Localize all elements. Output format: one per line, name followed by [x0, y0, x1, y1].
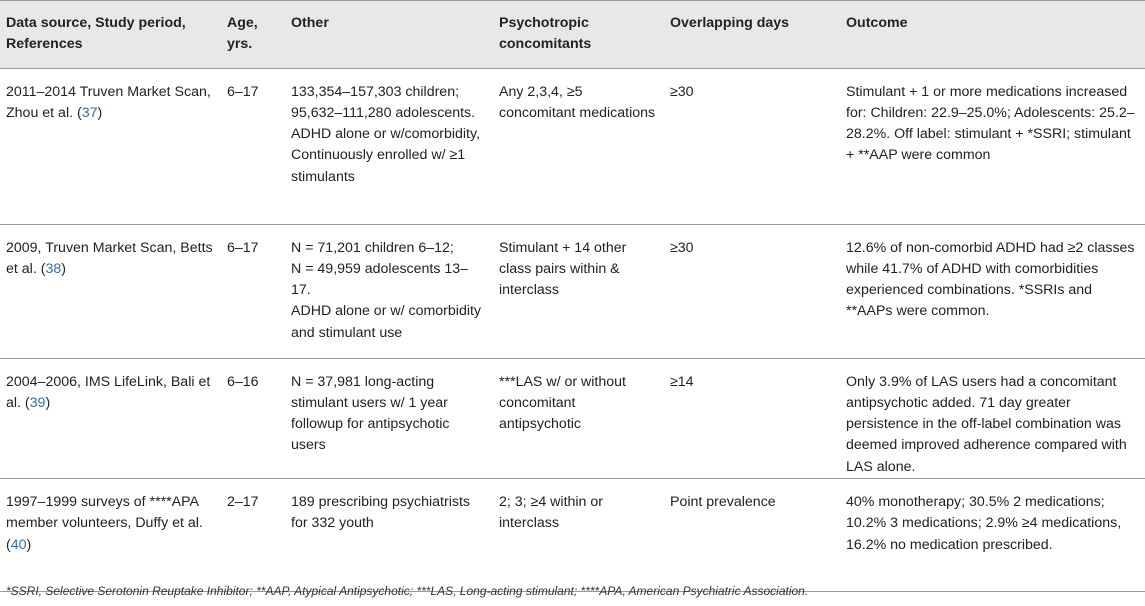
cell-other — [285, 479, 493, 592]
cell-days: ≥14 — [664, 358, 840, 478]
cell-outcome: 40% monotherapy; 30.5% 2 medications; 10.2% 3 medications; 2.9% ≥4 medications, 16.2% no medication prescribed. — [840, 479, 1145, 592]
cell-source: 2004–2006, IMS LifeLink, Bali et al. (39) — [0, 358, 221, 478]
other-line: N = 71,201 children 6–12; — [291, 239, 454, 256]
source-text: 2004–2006, IMS LifeLink, Bali et al. — [6, 373, 211, 411]
reference-link[interactable]: 37 — [81, 104, 98, 121]
cell-other — [285, 358, 493, 478]
cell-outcome: Only 3.9% of LAS users had a concomitant antipsychotic added. 71 day greater persistence in the off-label combination was deemed improved adherence compared with LAS alone. — [840, 358, 1145, 478]
table-header-row — [0, 1, 1145, 69]
cell-age: 6–17 — [221, 224, 285, 358]
table-row — [0, 479, 1145, 592]
cell-days: ≥30 — [664, 68, 840, 224]
cell-concomitants: Stimulant + 14 other class pairs within & interclass — [493, 224, 664, 358]
cell-days: ≥30 — [664, 224, 840, 358]
cell-concomitants: ***LAS w/ or without concomitant antipsychotic — [493, 358, 664, 478]
header-source: Data source, Study period, References — [0, 1, 221, 69]
header-age: Age, yrs. — [221, 1, 285, 69]
cell-other — [285, 68, 493, 224]
cell-source: 2009, Truven Market Scan, Betts et al. (38) — [0, 224, 221, 358]
other-line: N = 37,981 long-acting stimulant users w/ 1 year followup for antipsychotic users — [291, 373, 450, 454]
cell-age: 6–17 — [221, 68, 285, 224]
cell-concomitants: 2; 3; ≥4 within or interclass — [493, 479, 664, 592]
header-other: Other — [285, 1, 493, 69]
other-line: ADHD alone or w/ comorbidity and stimulant use — [291, 303, 482, 341]
header-days: Overlapping days — [664, 1, 840, 69]
header-outcome: Outcome — [840, 1, 1145, 69]
table-row — [0, 68, 1145, 224]
table-row — [0, 358, 1145, 478]
cell-age: 6–16 — [221, 358, 285, 478]
other-line: N = 49,959 adolescents 13–17. — [291, 260, 469, 299]
cell-age: 2–17 — [221, 479, 285, 592]
reference-link[interactable]: 39 — [29, 394, 46, 411]
reference-link[interactable]: 38 — [45, 260, 62, 277]
cell-outcome: 12.6% of non-comorbid ADHD had ≥2 classes while 41.7% of ADHD with comorbidities experienced combinations. *SSRIs and **AAPs were common. — [840, 224, 1145, 358]
table-row — [0, 224, 1145, 358]
cell-outcome: Stimulant + 1 or more medications increased for: Children: 22.9–25.0%; Adolescents: 25.2–28.2%. Off label: stimulant + *SSRI; stimulant + **AAP were common — [840, 68, 1145, 224]
cell-days: Point prevalence — [664, 479, 840, 592]
table-footnote: *SSRI, Selective Serotonin Reuptake Inhibitor; **AAP, Atypical Antipsychotic; ***LAS, Long-acting stimulant; ****APA, American Psychiatric Association. — [6, 584, 809, 598]
reference-link[interactable]: 40 — [10, 536, 27, 553]
cell-source: 2011–2014 Truven Market Scan, Zhou et al. (37) — [0, 68, 221, 224]
other-line: ADHD alone or w/comorbidity, — [291, 126, 480, 143]
cell-concomitants: Any 2,3,4, ≥5 concomitant medications — [493, 68, 664, 224]
header-concomitants: Psychotropic concomitants — [493, 1, 664, 69]
source-text: 1997–1999 surveys of ****APA member volunteers, Duffy et al. — [6, 494, 203, 532]
other-line: Continuously enrolled w/ ≥1 stimulants — [291, 147, 466, 185]
cell-other — [285, 224, 493, 358]
other-line: 189 prescribing psychiatrists for 332 youth — [291, 494, 470, 532]
source-text: 2009, Truven Market Scan, Betts et al. — [6, 239, 213, 277]
cell-source: 1997–1999 surveys of ****APA member volunteers, Duffy et al. (40) — [0, 479, 221, 592]
other-line: 133,354–157,303 children; 95,632–111,280 adolescents. — [291, 83, 476, 121]
source-text: 2011–2014 Truven Market Scan, Zhou et al. — [6, 83, 211, 121]
